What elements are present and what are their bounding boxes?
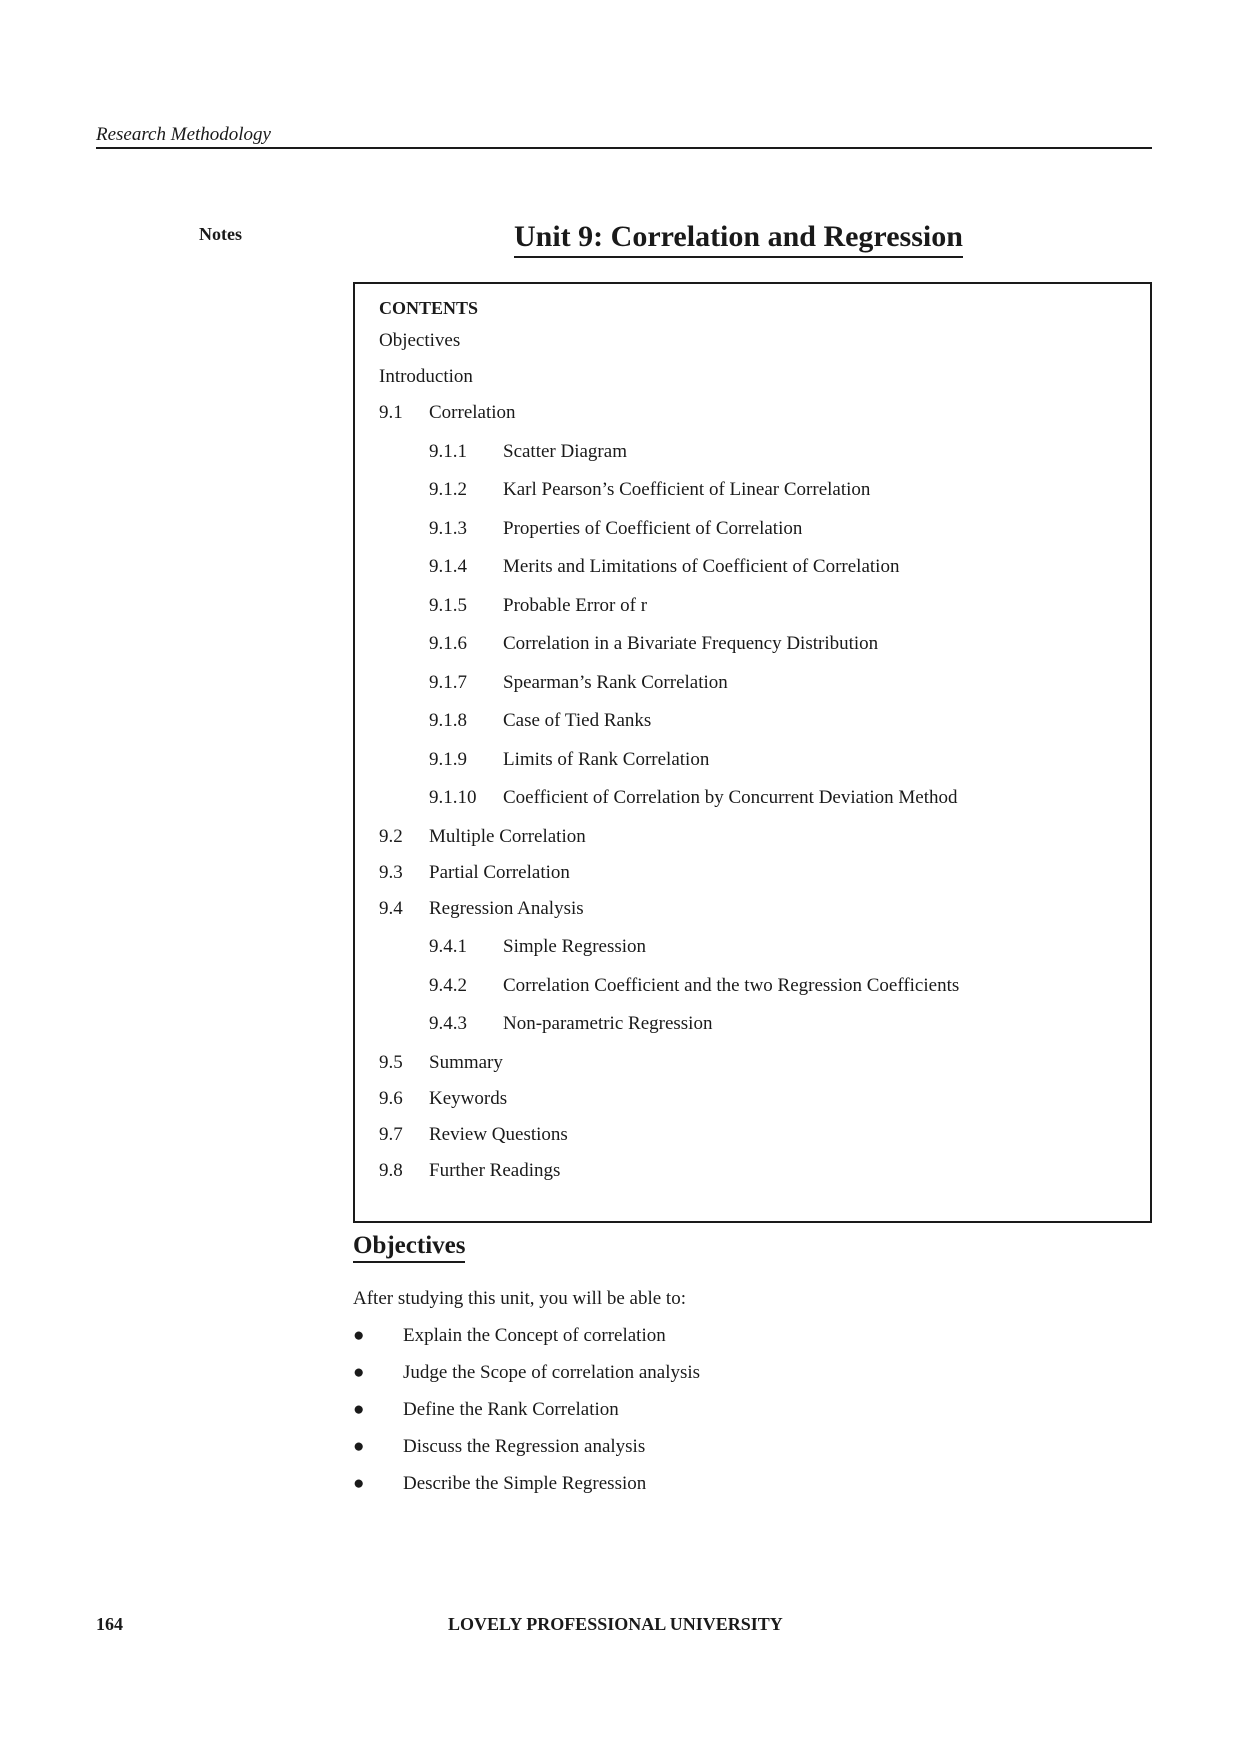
- toc-number: 9.1.4: [429, 556, 467, 577]
- toc-title: Case of Tied Ranks: [503, 710, 652, 731]
- bullet-icon: ●: [353, 1473, 365, 1494]
- toc-number: 9.1: [379, 402, 403, 423]
- objective-text: Define the Rank Correlation: [403, 1399, 619, 1420]
- toc-number: 9.1.8: [429, 710, 467, 731]
- toc-title: Probable Error of r: [503, 594, 648, 616]
- toc-title: Review Questions: [429, 1123, 568, 1145]
- toc-title: Scatter Diagram: [503, 440, 627, 462]
- toc-title: Simple Regression: [503, 936, 647, 957]
- toc-title: Regression Analysis: [429, 897, 584, 919]
- toc-number: 9.1.7: [429, 671, 467, 693]
- toc-title: Partial Correlation: [429, 861, 570, 883]
- toc-number: 9.1.10: [429, 787, 477, 808]
- toc-title: Spearman’s Rank Correlation: [503, 671, 728, 693]
- objectives-intro: After studying this unit, you will be able to:: [353, 1288, 686, 1309]
- toc-number: 9.7: [379, 1123, 403, 1145]
- toc-title: Introduction: [379, 366, 473, 387]
- notes-margin-label: Notes: [199, 224, 242, 244]
- bullet-icon: ●: [353, 1362, 365, 1383]
- toc-title: Summary: [429, 1051, 503, 1073]
- toc-title: Non-parametric Regression: [503, 1013, 713, 1034]
- toc-number: 9.8: [379, 1159, 403, 1181]
- toc-number: 9.1.9: [429, 748, 467, 770]
- toc-number: 9.1.5: [429, 594, 467, 616]
- toc-title: Merits and Limitations of Coefficient of Correlation: [503, 556, 900, 577]
- toc-number: 9.6: [379, 1087, 403, 1109]
- objective-text: Judge the Scope of correlation analysis: [403, 1362, 701, 1383]
- toc-title: Correlation Coefficient and the two Regression Coefficients: [503, 974, 960, 996]
- toc-number: 9.5: [379, 1051, 403, 1073]
- bullet-icon: ●: [353, 1436, 365, 1457]
- bullet-icon: ●: [353, 1325, 365, 1346]
- toc-title: Karl Pearson’s Coefficient of Linear Correlation: [503, 479, 871, 500]
- toc-title: Correlation: [429, 402, 516, 423]
- toc-number: 9.4.3: [429, 1013, 467, 1034]
- publisher-name: LOVELY PROFESSIONAL UNIVERSITY: [448, 1614, 783, 1634]
- toc-number: 9.4.2: [429, 974, 467, 996]
- toc-number: 9.4.1: [429, 936, 467, 957]
- contents-box: [353, 282, 1152, 1223]
- toc-title: Further Readings: [429, 1159, 561, 1181]
- objectives-heading: Objectives: [353, 1232, 465, 1263]
- toc-number: 9.4: [379, 897, 403, 919]
- objective-text: Describe the Simple Regression: [403, 1473, 647, 1494]
- toc-number: 9.2: [379, 825, 403, 847]
- toc-number: 9.1.3: [429, 517, 467, 539]
- page-number: 164: [96, 1614, 123, 1634]
- running-header: Research Methodology: [96, 124, 271, 145]
- toc-number: 9.1.1: [429, 440, 467, 462]
- toc-number: 9.1.2: [429, 479, 467, 500]
- toc-number: 9.1.6: [429, 633, 467, 654]
- header-rule: [96, 147, 1152, 149]
- toc-number: 9.3: [379, 861, 403, 883]
- objective-text: Discuss the Regression analysis: [403, 1436, 646, 1457]
- objective-text: Explain the Concept of correlation: [403, 1325, 666, 1346]
- toc-title: Objectives: [379, 330, 461, 351]
- bullet-icon: ●: [353, 1399, 365, 1420]
- unit-title: Unit 9: Correlation and Regression: [514, 220, 963, 258]
- toc-title: Keywords: [429, 1087, 508, 1109]
- toc-title: Coefficient of Correlation by Concurrent Deviation Method: [503, 787, 958, 808]
- toc-title: Correlation in a Bivariate Frequency Distribution: [503, 633, 879, 654]
- toc-title: Multiple Correlation: [429, 825, 586, 847]
- contents-heading: CONTENTS: [379, 298, 479, 318]
- toc-title: Properties of Coefficient of Correlation: [503, 517, 803, 539]
- toc-title: Limits of Rank Correlation: [503, 748, 710, 770]
